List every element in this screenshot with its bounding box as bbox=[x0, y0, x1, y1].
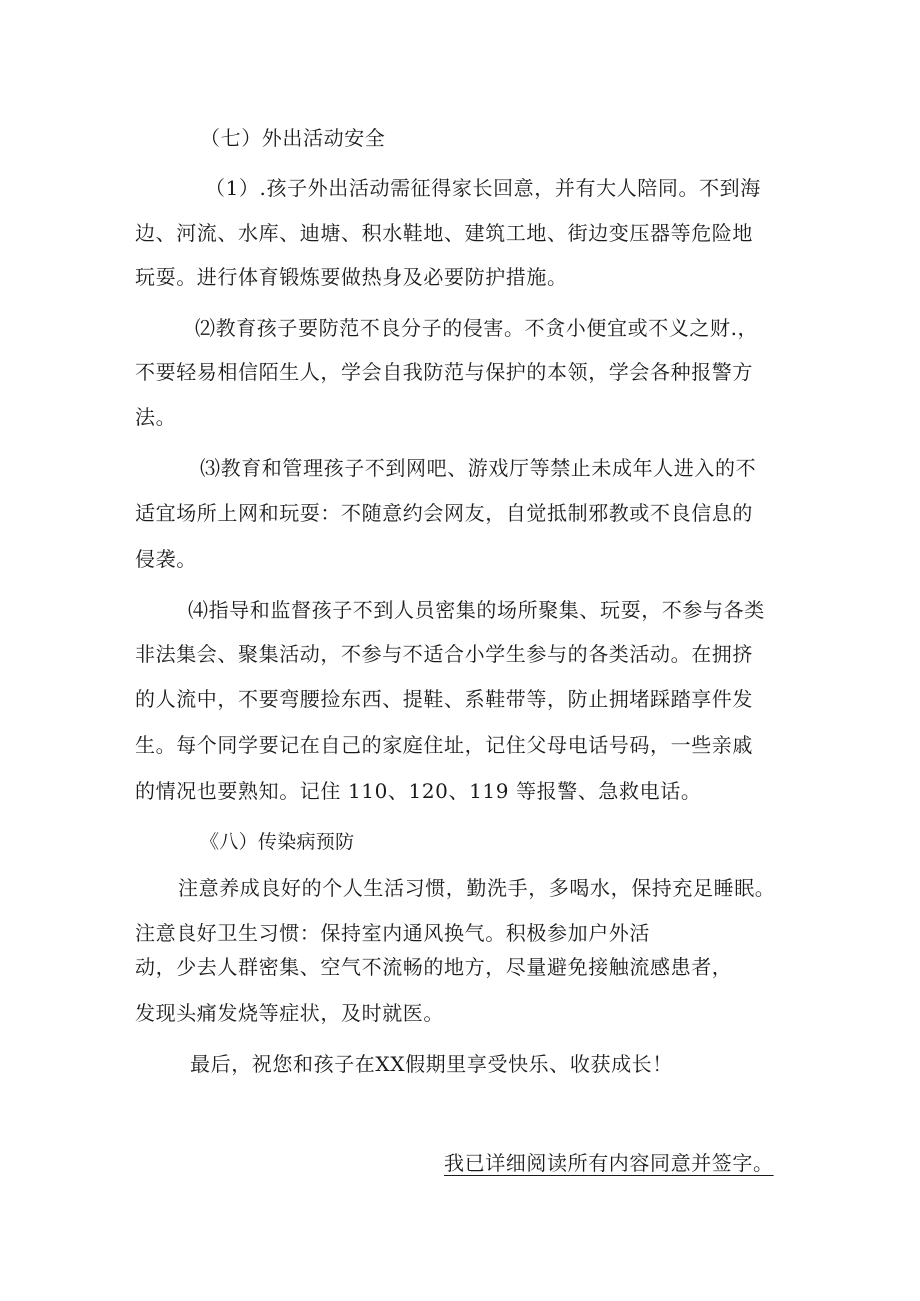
paragraph-line: ⑶教育和管理孩子不到网吧、游戏厅等禁止未成年人进入的不 bbox=[200, 456, 757, 480]
section-heading-seven: （七）外出活动安全 bbox=[200, 126, 386, 150]
paragraph-line: 玩耍。进行体育锻炼要做热身及必要防护措施。 bbox=[135, 265, 568, 289]
paragraph-line: 发现头痛发烧等症状，及时就医。 bbox=[135, 1001, 444, 1025]
paragraph-line: ⑷指导和监督孩子不到人员密集的场所聚集、玩耍，不参与各类 bbox=[188, 598, 765, 622]
paragraph-line: 不要轻易相信陌生人，学会自我防范与保护的本领，学会各种报警方 bbox=[135, 360, 753, 384]
paragraph-line: 生。每个同学要记在自己的家庭住址，记住父母电话号码，一些亲戚 bbox=[135, 733, 753, 757]
paragraph-line: 边、河流、水库、迪塘、积水鞋地、建筑工地、街边变压器等危险地 bbox=[135, 221, 753, 245]
closing-line: 最后，祝您和孩子在XX假期里享受快乐、收获成长！ bbox=[190, 1052, 673, 1076]
paragraph-line: 侵袭。 bbox=[135, 547, 197, 571]
paragraph-line: 适宜场所上网和玩耍：不随意约会网友，自觉抵制邪教或不良信息的 bbox=[135, 501, 753, 525]
paragraph-line: 动，少去人群密集、空气不流畅的地方，尽量避免接触流感患者， bbox=[135, 955, 733, 979]
paragraph-line: （1）.孩子外出活动需征得家长回意，并有大人陪同。不到海 bbox=[205, 176, 761, 200]
paragraph-line: 的人流中，不要弯腰捡东西、提鞋、系鞋带等，防止拥堵踩踏享件发 bbox=[135, 687, 753, 711]
paragraph-line: 的情况也要熟知。记住 110、120、119 等报警、急救电话。 bbox=[135, 779, 702, 803]
section-heading-eight: 《八）传染病预防 bbox=[200, 831, 355, 853]
paragraph-line: 非法集会、聚集活动，不参与不适合小学生参与的各类活动。在拥挤 bbox=[135, 642, 753, 666]
paragraph-line: 注意良好卫生习惯：保持室内通风换气。积极参加户外活 bbox=[135, 921, 650, 945]
paragraph-line: 注意养成良好的个人生活习惯，勤洗手，多喝水，保持充足睡眠。 bbox=[178, 876, 776, 900]
paragraph-line: 法。 bbox=[135, 405, 177, 429]
signature-statement: 我已详细阅读所有内容同意并签字。 bbox=[444, 1151, 774, 1175]
paragraph-line: ⑵教育孩子要防范不良分子的侵害。不贪小便宜或不义之财.， bbox=[195, 316, 759, 340]
